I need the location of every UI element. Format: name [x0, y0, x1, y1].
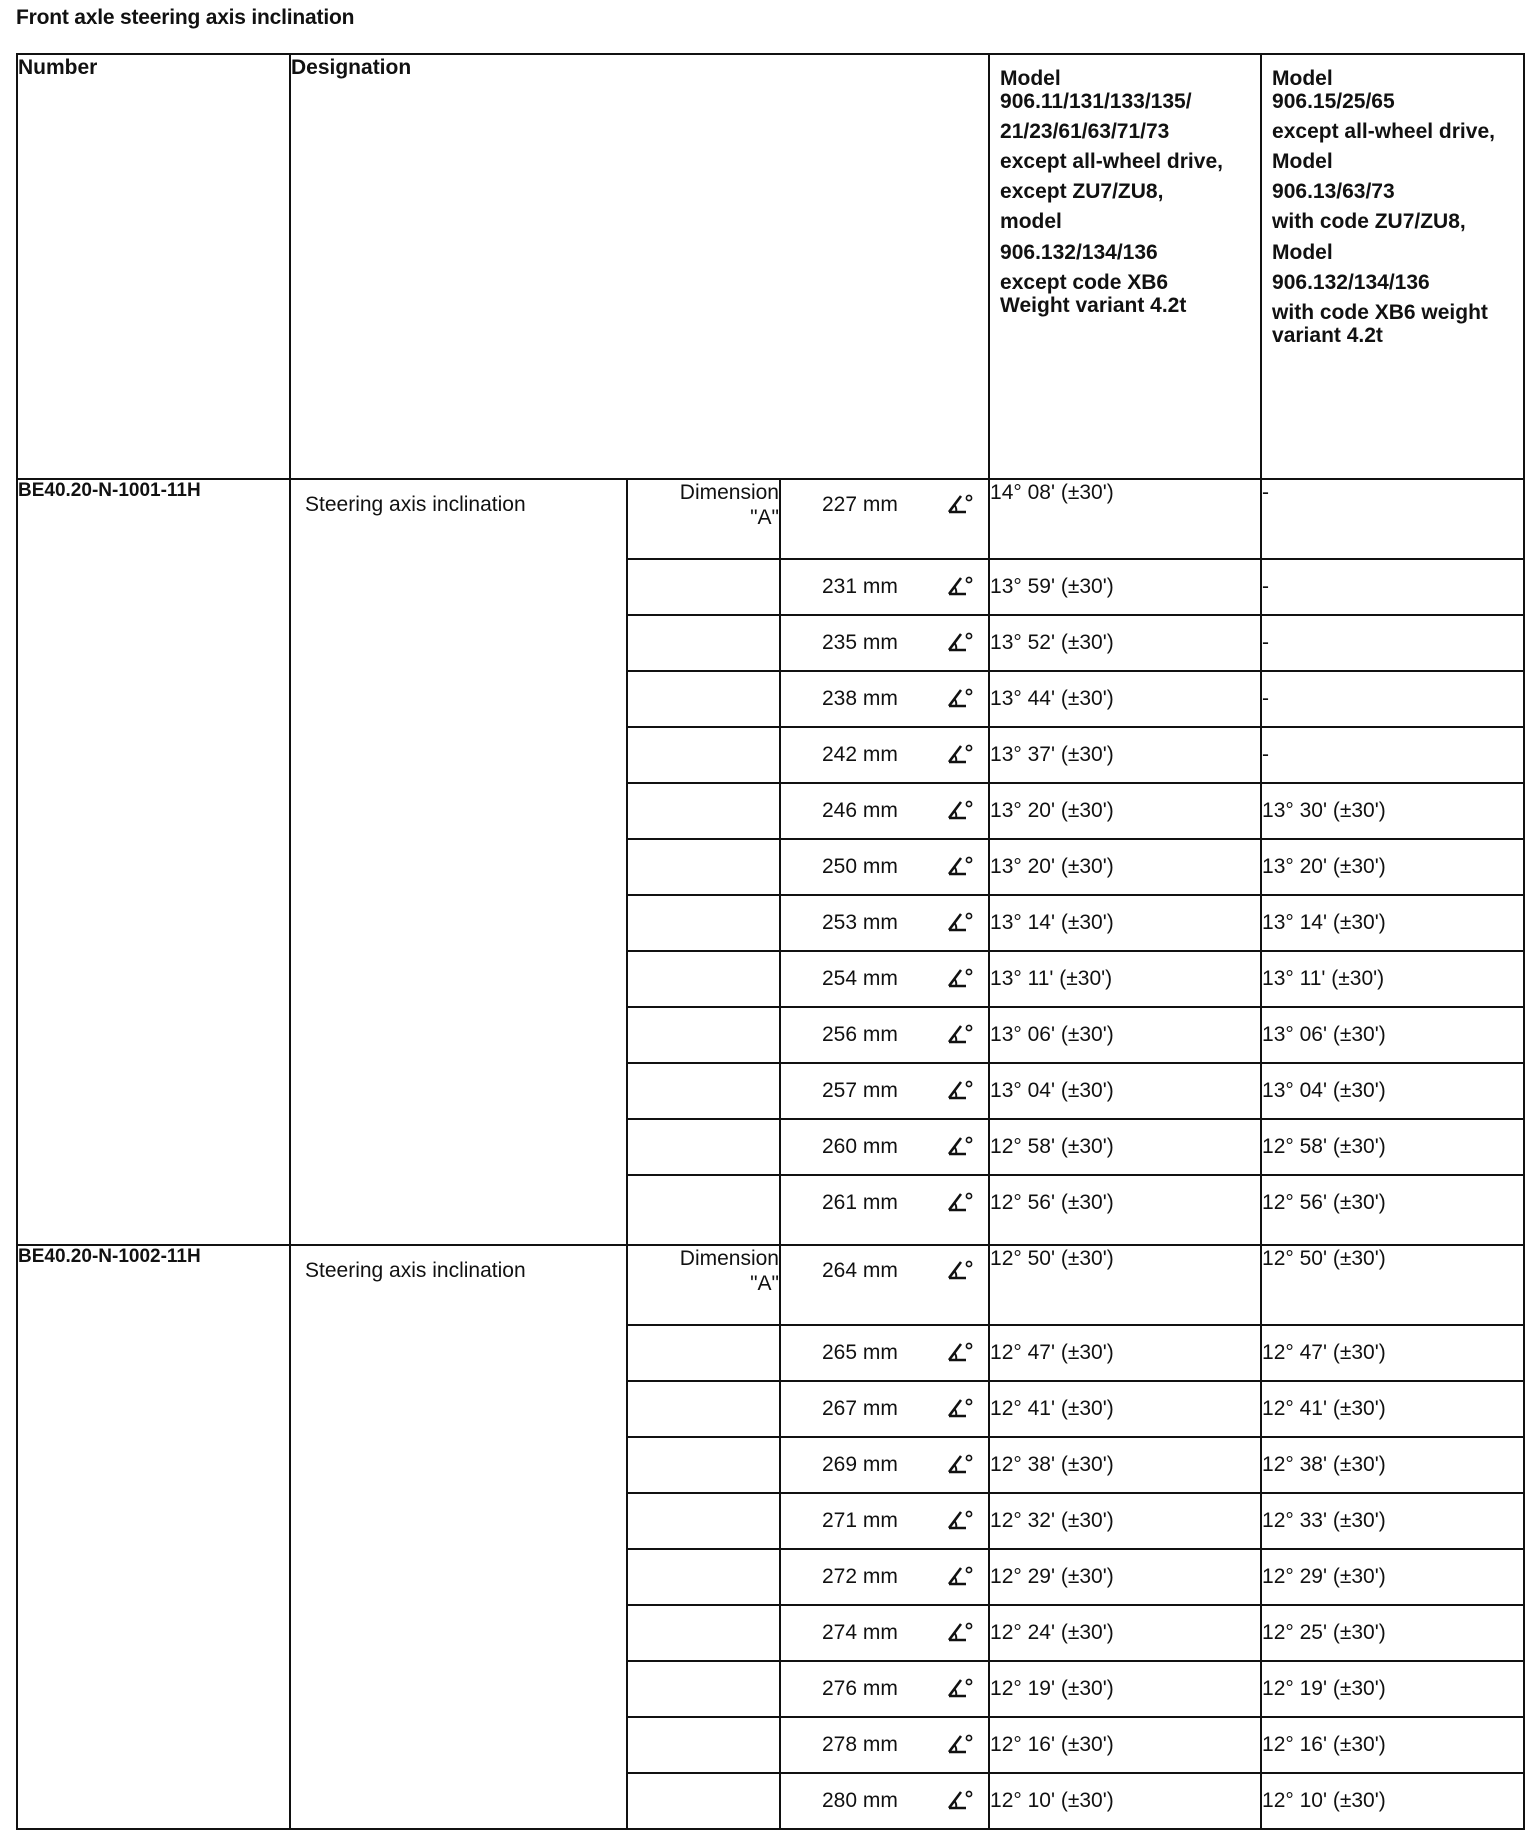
header-model-2-line: with code ZU7/ZU8, [1272, 210, 1466, 234]
angle-icon [946, 1190, 974, 1214]
dimension-value: 254 mm [822, 967, 898, 990]
header-row [17, 54, 1524, 479]
dimension-value-cell [780, 1063, 989, 1119]
designation-cell [290, 479, 627, 1245]
angle-icon [946, 1078, 974, 1102]
angle-icon [946, 1732, 974, 1756]
dimension-value-cell [780, 895, 989, 951]
model-2-angle: 12° 10' (±30') [1261, 1773, 1524, 1829]
model-1-angle: 12° 38' (±30') [989, 1437, 1261, 1493]
dimension-value: 227 mm [822, 493, 898, 516]
angle-icon [946, 1022, 974, 1046]
angle-icon [946, 1258, 974, 1282]
dimension-value: 276 mm [822, 1677, 898, 1700]
model-1-angle: 12° 41' (±30') [989, 1381, 1261, 1437]
model-2-angle: 12° 47' (±30') [1261, 1325, 1524, 1381]
model-1-angle: 13° 04' (±30') [989, 1063, 1261, 1119]
dimension-value: 272 mm [822, 1565, 898, 1588]
dimension-spacer [627, 1493, 780, 1549]
model-2-angle: - [1261, 727, 1524, 783]
dimension-spacer [627, 1063, 780, 1119]
header-model-2-line: Model [1272, 67, 1333, 90]
angle-icon [946, 574, 974, 598]
model-1-angle: 13° 52' (±30') [989, 615, 1261, 671]
angle-icon [946, 1620, 974, 1644]
model-2-angle: 12° 19' (±30') [1261, 1661, 1524, 1717]
header-model-1-line: Model [1000, 67, 1061, 90]
model-1-angle: 12° 32' (±30') [989, 1493, 1261, 1549]
dimension-spacer [627, 1325, 780, 1381]
dimension-value-cell [780, 839, 989, 895]
model-1-angle: 13° 11' (±30') [989, 951, 1261, 1007]
dimension-label-line: Dimension [679, 481, 779, 504]
document-number: BE40.20-N-1001-11H [17, 479, 290, 1245]
dimension-spacer [627, 1381, 780, 1437]
model-2-angle: 12° 16' (±30') [1261, 1717, 1524, 1773]
dimension-value-cell [780, 1007, 989, 1063]
dimension-value-cell [780, 783, 989, 839]
angle-icon [946, 1134, 974, 1158]
page-title: Front axle steering axis inclination [16, 6, 355, 29]
header-model-1-line: except all-wheel drive, [1000, 150, 1223, 174]
angle-icon [946, 630, 974, 654]
dimension-value-cell [780, 1325, 989, 1381]
model-2-angle: 12° 56' (±30') [1261, 1175, 1524, 1245]
header-model-2-line: Model [1272, 240, 1333, 264]
angle-icon [946, 1396, 974, 1420]
model-1-angle: 13° 37' (±30') [989, 727, 1261, 783]
model-2-angle: 12° 33' (±30') [1261, 1493, 1524, 1549]
dimension-spacer [627, 1661, 780, 1717]
header-model-2-line: except all-wheel drive, [1272, 120, 1495, 144]
header-number: Number [17, 54, 290, 479]
dimension-value: 271 mm [822, 1509, 898, 1532]
header-model-1-line: except ZU7/ZU8, [1000, 180, 1164, 204]
designation-label: Steering axis inclination [305, 1259, 526, 1282]
dimension-value: 231 mm [822, 575, 898, 598]
dimension-value-cell [780, 1773, 989, 1829]
dimension-value-cell [780, 951, 989, 1007]
table-row [17, 1245, 1524, 1325]
angle-icon [946, 966, 974, 990]
dimension-spacer [627, 895, 780, 951]
dimension-value: 250 mm [822, 855, 898, 878]
dimension-value-cell [780, 727, 989, 783]
dimension-value: 274 mm [822, 1621, 898, 1644]
dimension-value: 260 mm [822, 1135, 898, 1158]
dimension-value-cell [780, 615, 989, 671]
dimension-value-cell [780, 1493, 989, 1549]
model-1-angle: 13° 06' (±30') [989, 1007, 1261, 1063]
angle-icon [946, 1452, 974, 1476]
header-model-1 [989, 54, 1261, 479]
model-1-angle: 13° 44' (±30') [989, 671, 1261, 727]
model-1-angle: 14° 08' (±30') [989, 479, 1261, 559]
dimension-value: 256 mm [822, 1023, 898, 1046]
model-2-angle: 13° 30' (±30') [1261, 783, 1524, 839]
model-2-angle: 13° 20' (±30') [1261, 839, 1524, 895]
angle-icon [946, 854, 974, 878]
dimension-spacer [627, 1549, 780, 1605]
dimension-value: 238 mm [822, 687, 898, 710]
dimension-spacer [627, 951, 780, 1007]
dimension-value-cell [780, 1717, 989, 1773]
dimension-spacer [627, 839, 780, 895]
dimension-value-cell [780, 671, 989, 727]
dimension-value: 280 mm [822, 1789, 898, 1812]
header-model-2-line: with code XB6 weight [1272, 300, 1488, 324]
angle-icon [946, 492, 974, 516]
dimension-value-cell [780, 1605, 989, 1661]
model-2-angle: 12° 50' (±30') [1261, 1245, 1524, 1325]
dimension-label [627, 479, 780, 559]
dimension-spacer [627, 1773, 780, 1829]
model-1-angle: 12° 10' (±30') [989, 1773, 1261, 1829]
dimension-spacer [627, 1437, 780, 1493]
model-2-angle: 12° 41' (±30') [1261, 1381, 1524, 1437]
angle-icon [946, 686, 974, 710]
angle-icon [946, 1676, 974, 1700]
model-1-angle: 12° 47' (±30') [989, 1325, 1261, 1381]
model-1-angle: 13° 20' (±30') [989, 783, 1261, 839]
dimension-spacer [627, 1119, 780, 1175]
header-model-2-line: 906.15/25/65 [1272, 90, 1395, 114]
dimension-value: 246 mm [822, 799, 898, 822]
angle-icon [946, 1564, 974, 1588]
model-1-angle: 13° 59' (±30') [989, 559, 1261, 615]
dimension-value: 267 mm [822, 1397, 898, 1420]
header-model-1-line: Weight variant 4.2t [1000, 293, 1187, 317]
model-1-angle: 13° 14' (±30') [989, 895, 1261, 951]
angle-icon [946, 742, 974, 766]
designation-cell [290, 1245, 627, 1829]
header-designation: Designation [290, 54, 989, 479]
dimension-label-line: "A" [750, 1272, 779, 1296]
header-model-1-line: model [1000, 210, 1062, 234]
model-1-angle: 12° 24' (±30') [989, 1605, 1261, 1661]
model-1-angle: 12° 19' (±30') [989, 1661, 1261, 1717]
header-model-1-line: except code XB6 [1000, 270, 1169, 294]
dimension-spacer [627, 727, 780, 783]
dimension-spacer [627, 1605, 780, 1661]
model-2-angle: 12° 58' (±30') [1261, 1119, 1524, 1175]
model-1-angle: 12° 58' (±30') [989, 1119, 1261, 1175]
designation-label: Steering axis inclination [305, 493, 526, 516]
dimension-value: 235 mm [822, 631, 898, 654]
dimension-spacer [627, 1717, 780, 1773]
model-2-angle: 13° 14' (±30') [1261, 895, 1524, 951]
dimension-value: 278 mm [822, 1733, 898, 1756]
header-model-1-line: 21/23/61/63/71/73 [1000, 120, 1170, 144]
dimension-value-cell [780, 1245, 989, 1325]
header-model-2-line: Model [1272, 150, 1333, 174]
dimension-value-cell [780, 1661, 989, 1717]
dimension-value-cell [780, 559, 989, 615]
angle-icon [946, 798, 974, 822]
dimension-spacer [627, 1175, 780, 1245]
dimension-value: 264 mm [822, 1259, 898, 1282]
dimension-spacer [627, 783, 780, 839]
model-1-angle: 12° 56' (±30') [989, 1175, 1261, 1245]
dimension-value-cell [780, 1119, 989, 1175]
model-1-angle: 12° 29' (±30') [989, 1549, 1261, 1605]
model-2-angle: 13° 06' (±30') [1261, 1007, 1524, 1063]
header-model-1-line: 906.132/134/136 [1000, 240, 1158, 264]
dimension-label-line: Dimension [679, 1247, 779, 1270]
dimension-spacer [627, 1007, 780, 1063]
header-model-2-line: 906.13/63/73 [1272, 180, 1395, 204]
dimension-value: 265 mm [822, 1341, 898, 1364]
angle-icon [946, 1340, 974, 1364]
dimension-value: 269 mm [822, 1453, 898, 1476]
angle-icon [946, 1788, 974, 1812]
document-number: BE40.20-N-1002-11H [17, 1245, 290, 1829]
dimension-value: 257 mm [822, 1079, 898, 1102]
dimension-value-cell [780, 1437, 989, 1493]
header-model-2 [1261, 54, 1524, 479]
dimension-value-cell [780, 1381, 989, 1437]
dimension-value-cell [780, 1175, 989, 1245]
model-1-angle: 12° 50' (±30') [989, 1245, 1261, 1325]
model-2-angle: 13° 11' (±30') [1261, 951, 1524, 1007]
model-2-angle: 13° 04' (±30') [1261, 1063, 1524, 1119]
dimension-value-cell [780, 1549, 989, 1605]
model-2-angle: - [1261, 479, 1524, 559]
dimension-value: 242 mm [822, 743, 898, 766]
model-2-angle: 12° 38' (±30') [1261, 1437, 1524, 1493]
dimension-label [627, 1245, 780, 1325]
header-model-1-line: 906.11/131/133/135/ [1000, 90, 1192, 114]
model-2-angle: - [1261, 559, 1524, 615]
dimension-spacer [627, 671, 780, 727]
angle-icon [946, 910, 974, 934]
model-1-angle: 13° 20' (±30') [989, 839, 1261, 895]
spec-table [16, 53, 1525, 1830]
model-1-angle: 12° 16' (±30') [989, 1717, 1261, 1773]
table-body [17, 479, 1524, 1829]
dimension-value: 261 mm [822, 1191, 898, 1214]
dimension-spacer [627, 559, 780, 615]
header-model-2-line: 906.132/134/136 [1272, 270, 1430, 294]
model-2-angle: 12° 25' (±30') [1261, 1605, 1524, 1661]
model-2-angle: 12° 29' (±30') [1261, 1549, 1524, 1605]
dimension-value-cell [780, 479, 989, 559]
dimension-spacer [627, 615, 780, 671]
model-2-angle: - [1261, 671, 1524, 727]
header-model-2-line: variant 4.2t [1272, 323, 1383, 347]
model-2-angle: - [1261, 615, 1524, 671]
dimension-value: 253 mm [822, 911, 898, 934]
table-row [17, 479, 1524, 559]
angle-icon [946, 1508, 974, 1532]
dimension-label-line: "A" [750, 506, 779, 530]
